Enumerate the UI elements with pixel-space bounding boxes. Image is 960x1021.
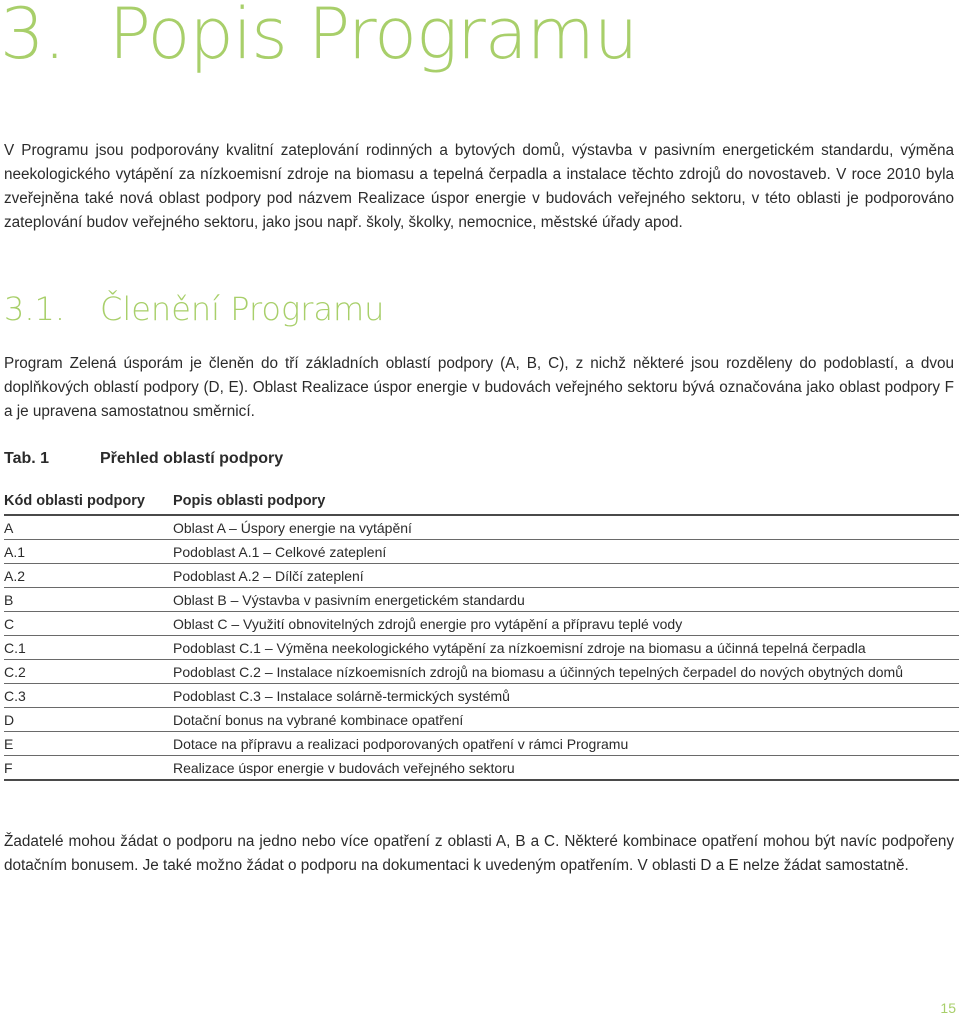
table-row	[4, 588, 959, 612]
cell-description: Oblast B – Výstavba v pasivním energetickém standardu	[173, 588, 959, 612]
cell-code: C	[4, 612, 173, 636]
cell-description: Podoblast C.3 – Instalace solárně-termických systémů	[173, 684, 959, 708]
table-row	[4, 732, 959, 756]
header-code: Kód oblasti podpory	[4, 488, 173, 515]
table-row	[4, 756, 959, 781]
cell-code: F	[4, 756, 173, 781]
table-row	[4, 564, 959, 588]
cell-description: Realizace úspor energie v budovách veřejného sektoru	[173, 756, 959, 781]
cell-code: A.1	[4, 540, 173, 564]
intro-paragraph: V Programu jsou podporovány kvalitní zateplování rodinných a bytových domů, výstavba v pasivním energetickém standardu, výměna neekologického vytápění za nízkoemisní zdroje na biomasu a tepelná čerpadla a instalace těchto zdrojů do novostaveb. V roce 2010 byla zveřejněna také nová oblast podpory pod názvem Realizace úspor energie v budovách veřejného sektoru, v této oblasti je podporováno zateplování budov veřejného sektoru, jako jsou např. školy, školky, nemocnice, městské úřady apod.	[4, 142, 954, 231]
table-label: Tab. 1	[4, 450, 50, 467]
cell-description: Podoblast A.1 – Celkové zateplení	[173, 540, 959, 564]
section-title: Členění Programu	[100, 290, 385, 328]
table-caption	[4, 450, 283, 468]
header-description: Popis oblasti podpory	[173, 488, 959, 515]
cell-code: E	[4, 732, 173, 756]
support-areas-table	[4, 488, 959, 781]
section-number: 3.1.	[4, 290, 66, 328]
cell-description: Oblast A – Úspory energie na vytápění	[173, 515, 959, 540]
cell-description: Oblast C – Využití obnovitelných zdrojů energie pro vytápění a přípravu teplé vody	[173, 612, 959, 636]
table-row	[4, 612, 959, 636]
cell-code: C.1	[4, 636, 173, 660]
cell-code: A.2	[4, 564, 173, 588]
cell-description: Dotace na přípravu a realizaci podporovaných opatření v rámci Programu	[173, 732, 959, 756]
table-row	[4, 684, 959, 708]
cell-code: D	[4, 708, 173, 732]
cell-description: Podoblast C.1 – Výměna neekologického vytápění za nízkoemisní zdroje na biomasu a účinná tepelná čerpadla	[173, 636, 959, 660]
section-paragraph: Program Zelená úsporám je členěn do tří základních oblastí podpory (A, B, C), z nichž některé jsou rozděleny do podoblastí, a dvou doplňkových oblastí podpory (D, E). Oblast Realizace úspor energie v budovách veřejného sektoru bývá označována jako oblast podpory F a je upravena samostatnou směrnicí.	[4, 355, 954, 420]
cell-description: Dotační bonus na vybrané kombinace opatření	[173, 708, 959, 732]
table-row	[4, 660, 959, 684]
section-heading	[4, 290, 384, 328]
table-caption-text: Přehled oblastí podpory	[100, 450, 284, 467]
cell-description: Podoblast A.2 – Dílčí zateplení	[173, 564, 959, 588]
table-row	[4, 540, 959, 564]
cell-description: Podoblast C.2 – Instalace nízkoemisních zdrojů na biomasu a účinných tepelných čerpadel do nových obytných domů	[173, 660, 959, 684]
table-row	[4, 636, 959, 660]
table-row	[4, 515, 959, 540]
cell-code: C.3	[4, 684, 173, 708]
page-number: 15	[940, 1000, 956, 1016]
closing-paragraph: Žadatelé mohou žádat o podporu na jedno nebo více opatření z oblasti A, B a C. Některé kombinace opatření mohou být navíc podpořeny dotačním bonusem. Je také možno žádat o podporu na dokumentaci k uvedeným opatřením. V oblasti D a E nelze žádat samostatně.	[4, 833, 954, 874]
cell-code: C.2	[4, 660, 173, 684]
cell-code: A	[4, 515, 173, 540]
table-header-row	[4, 488, 959, 515]
page-title	[0, 0, 637, 76]
chapter-title: Popis Programu	[108, 0, 638, 75]
chapter-number: 3.	[0, 0, 65, 75]
table-row	[4, 708, 959, 732]
cell-code: B	[4, 588, 173, 612]
